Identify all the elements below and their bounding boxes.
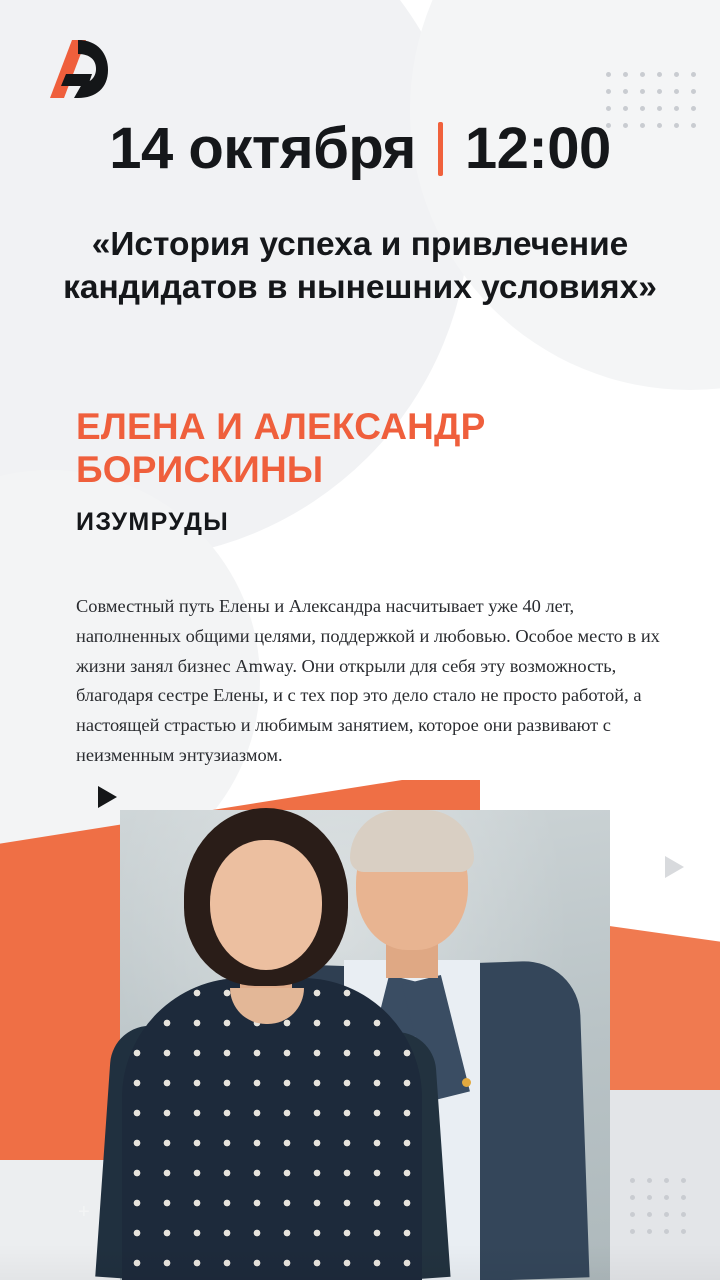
dot-grid-icon-bottom bbox=[630, 1178, 686, 1234]
speaker-rank: ИЗУМРУДЫ bbox=[76, 507, 230, 536]
speaker-bio: Совместный путь Елены и Александра насчитывает уже 40 лет, наполненных общими целями, поддержкой и любовью. Особое место в их жизни занял бизнес Amway. Они открыли для себя эту возможность, благодаря сестре Елены, и с тех пор это дело стало не просто работой, а настоящей страстью и любимым занятием, которое они развивают с неизменным энтузиазмом. bbox=[76, 596, 660, 766]
speaker-name: ЕЛЕНА И АЛЕКСАНДР БОРИСКИНЫ bbox=[76, 406, 486, 490]
event-time: 12:00 bbox=[464, 116, 611, 181]
photo-person-woman bbox=[112, 800, 442, 1280]
photo-bottom-fade bbox=[0, 1244, 720, 1280]
vertical-divider-icon bbox=[438, 122, 443, 176]
speaker-block bbox=[76, 406, 676, 537]
background-circle-right bbox=[410, 0, 720, 390]
speaker-photo bbox=[0, 780, 720, 1280]
event-title: «История успеха и привлечение кандидатов в нынешних условиях» bbox=[63, 226, 657, 306]
event-date: 14 октября bbox=[109, 116, 416, 181]
amway-a-logo-icon bbox=[42, 34, 114, 106]
plus-icon: + bbox=[78, 1201, 90, 1223]
event-datetime bbox=[0, 116, 720, 181]
